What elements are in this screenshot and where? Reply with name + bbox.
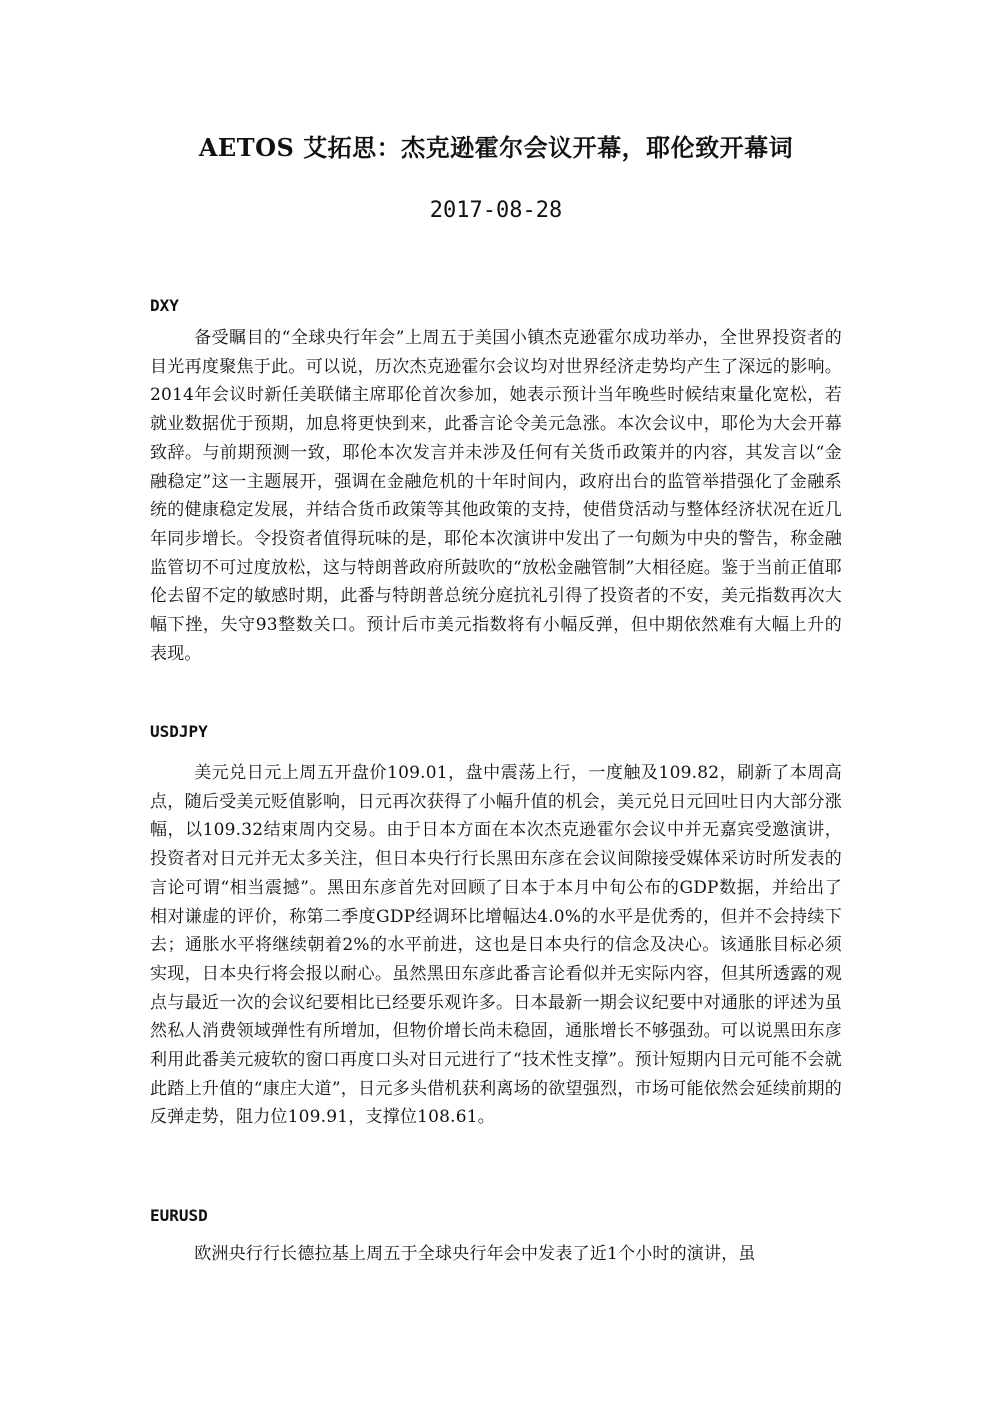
section-heading-dxy: DXY <box>150 296 179 315</box>
section-paragraph-eurusd: 欧洲央行行长德拉基上周五于全球央行年会中发表了近1个小时的演讲，虽 <box>194 1244 756 1264</box>
document-date: 2017-08-28 <box>429 198 563 223</box>
section-heading-eurusd: EURUSD <box>150 1206 208 1225</box>
document-title: AETOS 艾拓思：杰克逊霍尔会议开幕，耶伦致开幕词 <box>198 133 794 162</box>
section-heading-usdjpy: USDJPY <box>150 722 208 741</box>
section-paragraph-usdjpy: 美元兑日元上周五开盘价109.01，盘中震荡上行，一度触及109.82，刷新了本周高点，随后受美元贬值影响，日元再次获得了小幅升值的机会，美元兑日元回吐日内大部分涨幅，以109.32结束周内交易。由于日本方面在本次杰克逊霍尔会议中并无嘉宾受邀演讲，投资者对日元并无太多关注，但日本央行行长黑田东彦在会议间隙接受媒体采访时所发表的言论可谓“相当震撼”。黑田东彦首先对回顾了日本于本月中旬公布的GDP数据，并给出了相对谦虚的评价，称第二季度GDP经调环比增幅达4.0%的水平是优秀的，但并不会持续下去；通胀水平将继续朝着2%的水平前进，这也是日本央行的信念及决心。该通胀目标必须实现，日本央行将会报以耐心。虽然黑田东彦此番言论看似并无实际内容，但其所透露的观点与最近一次的会议纪要相比已经要乐观许多。日本最新一期会议纪要中对通胀的评述为虽然私人消费领域弹性有所增加，但物价增长尚未稳固，通胀增长不够强劲。可以说黑田东彦利用此番美元疲软的窗口再度口头对日元进行了“技术性支撑”。预计短期内日元可能不会就此踏上升值的“康庄大道”，日元多头借机获利离场的欲望强烈，市场可能依然会延续前期的反弹走势，阻力位109.91，支撑位108.61。 <box>150 763 842 1128</box>
section-paragraph-dxy: 备受瞩目的“全球央行年会”上周五于美国小镇杰克逊霍尔成功举办，全世界投资者的目光再度聚焦于此。可以说，历次杰克逊霍尔会议均对世界经济走势均产生了深远的影响。2014年会议时新任美联储主席耶伦首次参加，她表示预计当年晚些时候结束量化宽松，若就业数据优于预期，加息将更快到来，此番言论令美元急涨。本次会议中，耶伦为大会开幕致辞。与前期预测一致，耶伦本次发言并未涉及任何有关货币政策并的内容，其发言以“金融稳定”这一主题展开，强调在金融危机的十年时间内，政府出台的监管举措强化了金融系统的健康稳定发展，并结合货币政策等其他政策的支持，使借贷活动与整体经济状况在近几年同步增长。令投资者值得玩味的是，耶伦本次演讲中发出了一句颇为中央的警告，称金融监管切不可过度放松，这与特朗普政府所鼓吹的“放松金融管制”大相径庭。鉴于当前正值耶伦去留不定的敏感时期，此番与特朗普总统分庭抗礼引得了投资者的不安，美元指数再次大幅下挫，失守93整数关口。预计后市美元指数将有小幅反弹，但中期依然难有大幅上升的表现。 <box>150 328 842 664</box>
